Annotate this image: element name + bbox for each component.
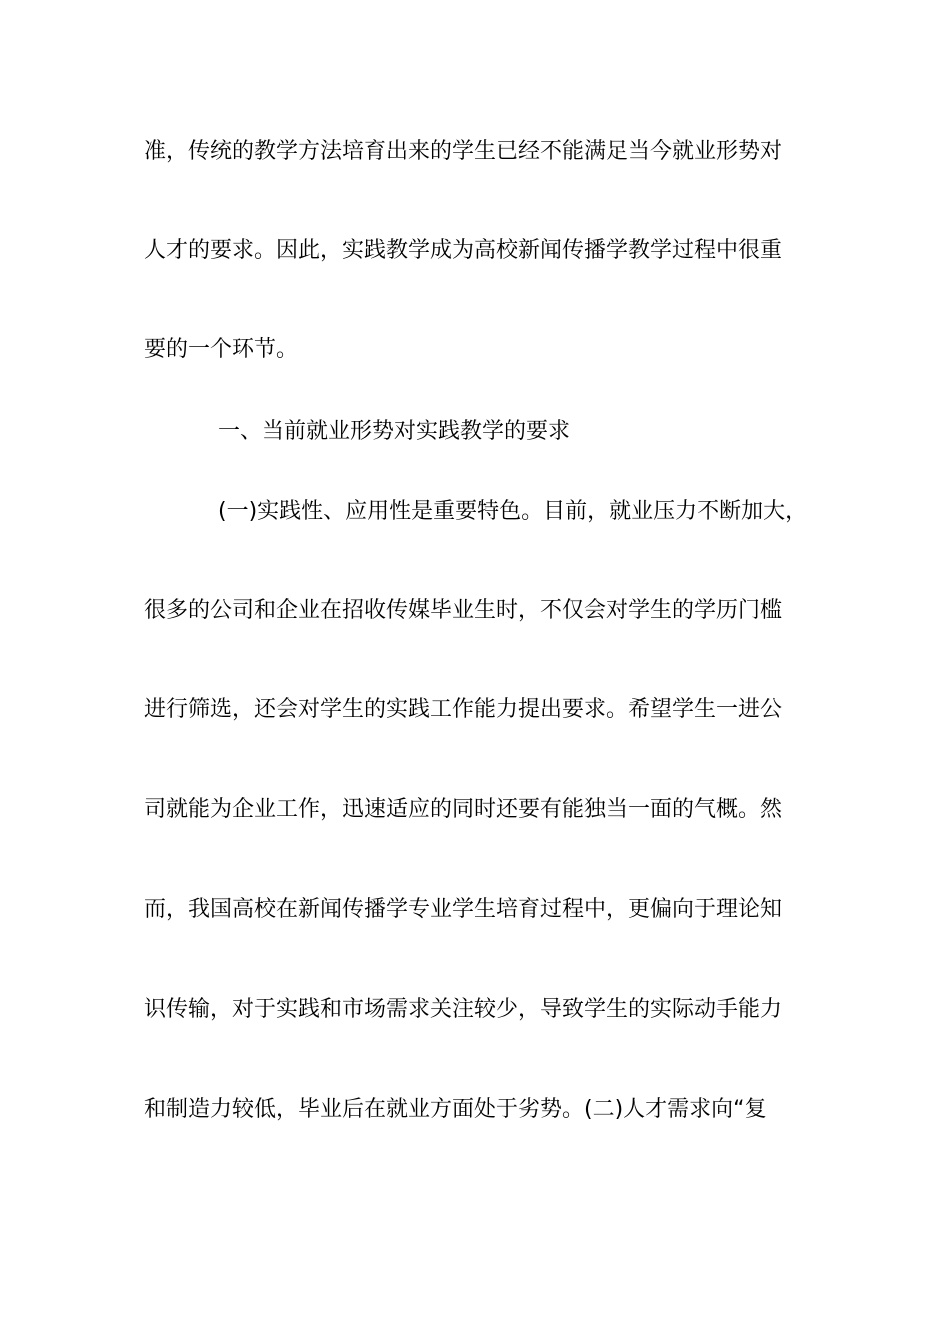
paragraph-line: 很多的公司和企业在招收传媒毕业生时，不仅会对学生的学历门槛 bbox=[144, 598, 783, 623]
paragraph-line: 要的一个环节。 bbox=[144, 337, 299, 362]
paragraph-line: 而，我国高校在新闻传播学专业学生培育过程中，更偏向于理论知 bbox=[144, 897, 783, 922]
paragraph-line: 识传输，对于实践和市场需求关注较少，导致学生的实际动手能力 bbox=[144, 997, 783, 1022]
paragraph-line: (一)实践性、应用性是重要特色。目前，就业压力不断加大， bbox=[218, 499, 808, 524]
paragraph-line: 司就能为企业工作，迅速适应的同时还要有能独当一面的气概。然 bbox=[144, 797, 783, 822]
section-heading: 一、当前就业形势对实践教学的要求 bbox=[218, 419, 571, 444]
paragraph-line: 人才的要求。因此，实践教学成为高校新闻传播学教学过程中很重 bbox=[144, 238, 783, 263]
paragraph-line: 和制造力较低，毕业后在就业方面处于劣势。(二)人才需求向“复 bbox=[144, 1097, 767, 1122]
paragraph-line: 准，传统的教学方法培育出来的学生已经不能满足当今就业形势对 bbox=[144, 139, 783, 164]
paragraph-line: 进行筛选，还会对学生的实践工作能力提出要求。希望学生一进公 bbox=[144, 697, 783, 722]
